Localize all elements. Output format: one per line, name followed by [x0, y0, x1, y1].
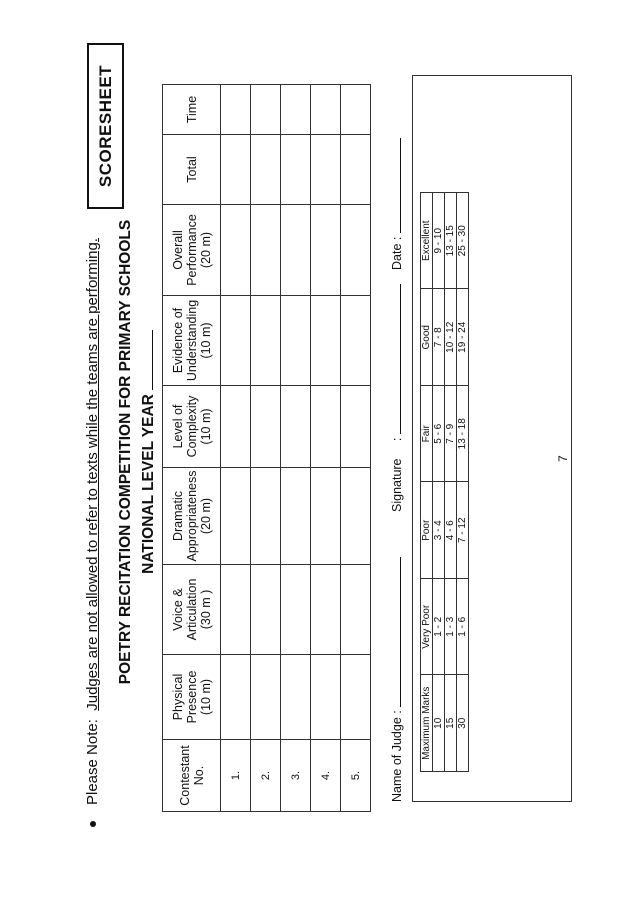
score-cell[interactable] [281, 468, 311, 565]
score-cell[interactable] [281, 135, 311, 205]
score-cell[interactable] [251, 296, 281, 386]
score-cell[interactable] [251, 386, 281, 468]
scale-row [457, 193, 469, 772]
scale-header: Poor [421, 482, 433, 579]
header-text: No. [191, 765, 206, 786]
score-cell[interactable] [221, 655, 251, 740]
score-cell[interactable] [251, 565, 281, 655]
score-table [162, 84, 371, 812]
score-cell[interactable] [221, 205, 251, 296]
scale-cell: 7 - 9 [445, 386, 457, 483]
header-text: Contestant [177, 745, 192, 806]
score-cell[interactable] [311, 205, 341, 296]
contestant-row [281, 85, 311, 812]
scale-cell: 4 - 6 [445, 482, 457, 579]
judges-note [84, 238, 101, 827]
competition-title: POETRY RECITATION COMPETITION FOR PRIMARY SCHOOLS [117, 219, 134, 685]
scale-cell: 19 - 24 [457, 289, 469, 386]
judge-name-blank[interactable] [388, 557, 401, 707]
column-header [163, 740, 221, 812]
header-text: Voice & [170, 588, 185, 631]
contestant-row [221, 85, 251, 812]
header-text: (20 m) [198, 497, 213, 535]
signature-colon: : [390, 437, 404, 442]
contestant-number: 3. [281, 740, 311, 812]
marking-scale-table [420, 192, 469, 772]
page-number: 7 [556, 455, 570, 462]
judge-signature [388, 284, 404, 512]
column-header [163, 468, 221, 565]
header-text: (10 m) [198, 678, 213, 716]
scale-row [445, 193, 457, 772]
header-text: Performance [184, 214, 199, 286]
column-header [163, 655, 221, 740]
score-cell[interactable] [311, 85, 341, 135]
scale-cell: 1 - 3 [445, 579, 457, 676]
score-cell[interactable] [221, 386, 251, 468]
header-text: Understanding [184, 299, 199, 382]
score-cell[interactable] [311, 135, 341, 205]
score-cell[interactable] [221, 296, 251, 386]
scale-header: Fair [421, 386, 433, 483]
header-text: (30 m ) [198, 589, 213, 630]
note-prefix: Please Note: [84, 719, 101, 805]
scale-cell: 15 [445, 675, 457, 772]
scale-cell: 13 - 15 [445, 193, 457, 290]
score-cell[interactable] [281, 655, 311, 740]
score-cell[interactable] [221, 565, 251, 655]
date-label: Date : [390, 236, 404, 270]
column-header [163, 85, 221, 135]
header-text: (20 m) [198, 231, 213, 269]
competition-subtitle [138, 102, 158, 802]
scoresheet-badge: SCORESHEET [87, 43, 124, 209]
date-blank[interactable] [388, 138, 401, 233]
scale-cell: 13 - 18 [457, 386, 469, 483]
score-cell[interactable] [221, 85, 251, 135]
judge-date [388, 138, 404, 270]
score-cell[interactable] [341, 296, 371, 386]
score-cell[interactable] [341, 135, 371, 205]
scale-cell: 9 - 10 [433, 193, 445, 290]
scale-row [433, 193, 445, 772]
scale-cell: 1 - 2 [433, 579, 445, 676]
contestant-number: 5. [341, 740, 371, 812]
score-cell[interactable] [311, 565, 341, 655]
score-cell[interactable] [281, 386, 311, 468]
contestant-row [251, 85, 281, 812]
score-cell[interactable] [341, 205, 371, 296]
header-text: Presence [184, 670, 199, 724]
scale-cell: 3 - 4 [433, 482, 445, 579]
year-blank[interactable] [138, 330, 153, 390]
score-cell[interactable] [311, 386, 341, 468]
contestant-row [341, 85, 371, 812]
header-text: (10 m) [198, 408, 213, 445]
scale-cell: 10 - 12 [445, 289, 457, 386]
header-text: Evidence of [170, 307, 185, 374]
subtitle-text: NATIONAL LEVEL YEAR [140, 394, 157, 574]
scale-header: Maximum Marks [421, 675, 433, 772]
score-cell[interactable] [221, 468, 251, 565]
score-cell[interactable] [311, 655, 341, 740]
score-cell[interactable] [251, 205, 281, 296]
column-header [163, 135, 221, 205]
scale-cell: 25 - 30 [457, 193, 469, 290]
judge-name-label: Name of Judge : [390, 710, 404, 802]
score-cell[interactable] [311, 296, 341, 386]
column-header [163, 386, 221, 468]
scale-header: Excellent [421, 193, 433, 290]
score-cell[interactable] [341, 655, 371, 740]
signature-label: Signature [390, 458, 404, 512]
contestant-number: 1. [221, 740, 251, 812]
bullet-icon [90, 821, 96, 827]
signature-blank[interactable] [388, 284, 401, 434]
header-text: (10 m) [198, 322, 213, 359]
column-header [163, 565, 221, 655]
score-cell[interactable] [281, 565, 311, 655]
header-text: Appropriateness [184, 470, 199, 562]
score-cell[interactable] [251, 655, 281, 740]
score-cell[interactable] [281, 205, 311, 296]
scale-cell: 30 [457, 675, 469, 772]
score-cell[interactable] [251, 85, 281, 135]
score-cell[interactable] [281, 85, 311, 135]
score-cell[interactable] [341, 565, 371, 655]
score-cell[interactable] [341, 386, 371, 468]
header-text: Level of [170, 404, 185, 449]
scale-cell: 7 - 12 [457, 482, 469, 579]
judge-name [388, 557, 404, 802]
column-header [163, 296, 221, 386]
note-text: Judges are not allowed to refer to texts while the teams are performing. [84, 238, 101, 711]
header-text: Dramatic [170, 491, 185, 542]
scale-header: Very Poor [421, 579, 433, 676]
score-cell[interactable] [281, 296, 311, 386]
score-cell[interactable] [311, 468, 341, 565]
score-cell[interactable] [341, 85, 371, 135]
score-cell[interactable] [221, 135, 251, 205]
contestant-number: 2. [251, 740, 281, 812]
column-header [163, 205, 221, 296]
scale-header: Good [421, 289, 433, 386]
contestant-number: 4. [311, 740, 341, 812]
header-text: Overall [170, 230, 185, 270]
header-text: Total [184, 156, 199, 183]
scale-cell: 5 - 6 [433, 386, 445, 483]
header-text: Complexity [184, 395, 199, 458]
header-text: Articulation [184, 578, 199, 641]
scale-cell: 7 - 8 [433, 289, 445, 386]
score-cell[interactable] [341, 468, 371, 565]
scale-cell: 10 [433, 675, 445, 772]
contestant-row [311, 85, 341, 812]
header-text: Physical [170, 673, 185, 721]
header-text: Time [184, 95, 199, 124]
score-cell[interactable] [251, 135, 281, 205]
score-cell[interactable] [251, 468, 281, 565]
scale-cell: 1 - 6 [457, 579, 469, 676]
